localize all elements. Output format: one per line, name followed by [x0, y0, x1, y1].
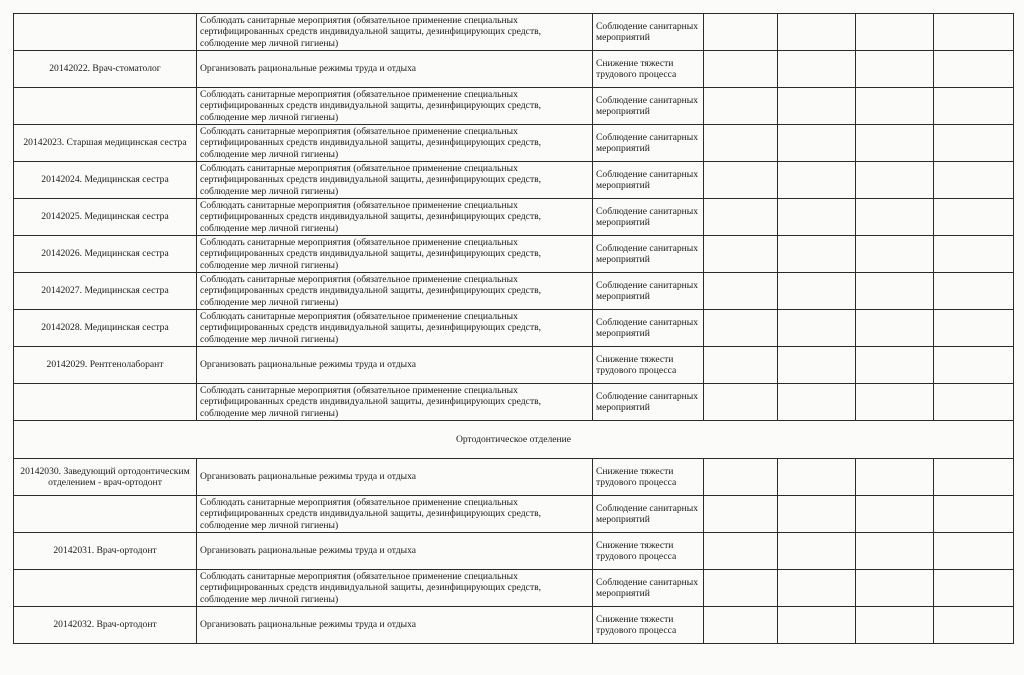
empty-cell	[778, 236, 856, 273]
table-row	[14, 273, 1014, 310]
empty-cell	[704, 310, 778, 347]
goal-cell: Соблюдение санитарных мероприятий	[593, 310, 704, 347]
empty-cell	[934, 607, 1014, 644]
empty-cell	[778, 384, 856, 421]
empty-cell	[856, 347, 934, 384]
empty-cell	[704, 496, 778, 533]
empty-cell	[934, 533, 1014, 570]
empty-cell	[704, 384, 778, 421]
position-cell: 20142025. Медицинская сестра	[14, 199, 197, 236]
empty-cell	[704, 125, 778, 162]
table-row	[14, 459, 1014, 496]
measure-cell: Организовать рациональные режимы труда и отдыха	[197, 51, 593, 88]
empty-cell	[778, 533, 856, 570]
empty-cell	[704, 236, 778, 273]
measure-cell: Соблюдать санитарные мероприятия (обязательное применение специальных сертифицированных средств индивидуальной защиты, дезинфицирующих средств, соблюдение мер личной гигиены)	[197, 384, 593, 421]
empty-cell	[934, 14, 1014, 51]
table-row	[14, 607, 1014, 644]
empty-cell	[856, 162, 934, 199]
position-cell: 20142023. Старшая медицинская сестра	[14, 125, 197, 162]
empty-cell	[704, 607, 778, 644]
measure-cell: Организовать рациональные режимы труда и отдыха	[197, 607, 593, 644]
measure-cell: Соблюдать санитарные мероприятия (обязательное применение специальных сертифицированных средств индивидуальной защиты, дезинфицирующих средств, соблюдение мер личной гигиены)	[197, 273, 593, 310]
table-row	[14, 88, 1014, 125]
empty-cell	[856, 88, 934, 125]
empty-cell	[856, 607, 934, 644]
goal-cell: Соблюдение санитарных мероприятий	[593, 88, 704, 125]
goal-cell: Соблюдение санитарных мероприятий	[593, 199, 704, 236]
empty-cell	[778, 51, 856, 88]
empty-cell	[778, 273, 856, 310]
table-row	[14, 570, 1014, 607]
goal-cell: Соблюдение санитарных мероприятий	[593, 125, 704, 162]
measure-cell: Организовать рациональные режимы труда и отдыха	[197, 459, 593, 496]
position-cell	[14, 384, 197, 421]
table-row	[14, 236, 1014, 273]
empty-cell	[778, 199, 856, 236]
empty-cell	[934, 199, 1014, 236]
measure-cell: Соблюдать санитарные мероприятия (обязательное применение специальных сертифицированных средств индивидуальной защиты, дезинфицирующих средств, соблюдение мер личной гигиены)	[197, 162, 593, 199]
empty-cell	[856, 273, 934, 310]
empty-cell	[704, 533, 778, 570]
position-cell: 20142030. Заведующий ортодонтическим отделением - врач-ортодонт	[14, 459, 197, 496]
table-row	[14, 51, 1014, 88]
goal-cell: Соблюдение санитарных мероприятий	[593, 384, 704, 421]
goal-cell: Соблюдение санитарных мероприятий	[593, 162, 704, 199]
goal-cell: Соблюдение санитарных мероприятий	[593, 14, 704, 51]
measure-cell: Соблюдать санитарные мероприятия (обязательное применение специальных сертифицированных средств индивидуальной защиты, дезинфицирующих средств, соблюдение мер личной гигиены)	[197, 496, 593, 533]
empty-cell	[856, 125, 934, 162]
measure-cell: Соблюдать санитарные мероприятия (обязательное применение специальных сертифицированных средств индивидуальной защиты, дезинфицирующих средств, соблюдение мер личной гигиены)	[197, 199, 593, 236]
empty-cell	[856, 459, 934, 496]
empty-cell	[856, 533, 934, 570]
measure-cell: Соблюдать санитарные мероприятия (обязательное применение специальных сертифицированных средств индивидуальной защиты, дезинфицирующих средств, соблюдение мер личной гигиены)	[197, 570, 593, 607]
table-row	[14, 162, 1014, 199]
empty-cell	[778, 162, 856, 199]
measure-cell: Организовать рациональные режимы труда и отдыха	[197, 533, 593, 570]
empty-cell	[856, 570, 934, 607]
empty-cell	[856, 14, 934, 51]
table-body	[14, 14, 1014, 644]
position-cell	[14, 88, 197, 125]
table-row	[14, 125, 1014, 162]
empty-cell	[856, 310, 934, 347]
measure-cell: Соблюдать санитарные мероприятия (обязательное применение специальных сертифицированных средств индивидуальной защиты, дезинфицирующих средств, соблюдение мер личной гигиены)	[197, 125, 593, 162]
empty-cell	[704, 273, 778, 310]
position-cell: 20142031. Врач-ортодонт	[14, 533, 197, 570]
empty-cell	[934, 88, 1014, 125]
empty-cell	[778, 570, 856, 607]
position-cell: 20142026. Медицинская сестра	[14, 236, 197, 273]
measures-table	[13, 13, 1014, 644]
empty-cell	[934, 236, 1014, 273]
empty-cell	[856, 496, 934, 533]
goal-cell: Снижение тяжести трудового процесса	[593, 51, 704, 88]
empty-cell	[934, 310, 1014, 347]
position-cell: 20142032. Врач-ортодонт	[14, 607, 197, 644]
table-row	[14, 347, 1014, 384]
measure-cell: Организовать рациональные режимы труда и отдыха	[197, 347, 593, 384]
goal-cell: Соблюдение санитарных мероприятий	[593, 273, 704, 310]
position-cell: 20142029. Рентгенолаборант	[14, 347, 197, 384]
measure-cell: Соблюдать санитарные мероприятия (обязательное применение специальных сертифицированных средств индивидуальной защиты, дезинфицирующих средств, соблюдение мер личной гигиены)	[197, 88, 593, 125]
empty-cell	[704, 570, 778, 607]
empty-cell	[778, 310, 856, 347]
table-row	[14, 533, 1014, 570]
empty-cell	[778, 607, 856, 644]
empty-cell	[704, 51, 778, 88]
empty-cell	[778, 88, 856, 125]
position-cell	[14, 14, 197, 51]
goal-cell: Снижение тяжести трудового процесса	[593, 607, 704, 644]
table-row	[14, 384, 1014, 421]
empty-cell	[934, 51, 1014, 88]
empty-cell	[778, 459, 856, 496]
table-row	[14, 310, 1014, 347]
empty-cell	[934, 125, 1014, 162]
empty-cell	[856, 51, 934, 88]
empty-cell	[856, 236, 934, 273]
measure-cell: Соблюдать санитарные мероприятия (обязательное применение специальных сертифицированных средств индивидуальной защиты, дезинфицирующих средств, соблюдение мер личной гигиены)	[197, 310, 593, 347]
empty-cell	[704, 459, 778, 496]
goal-cell: Соблюдение санитарных мероприятий	[593, 496, 704, 533]
empty-cell	[704, 88, 778, 125]
table-row	[14, 199, 1014, 236]
table-row	[14, 496, 1014, 533]
measure-cell: Соблюдать санитарные мероприятия (обязательное применение специальных сертифицированных средств индивидуальной защиты, дезинфицирующих средств, соблюдение мер личной гигиены)	[197, 14, 593, 51]
section-header-row	[14, 421, 1014, 459]
goal-cell: Снижение тяжести трудового процесса	[593, 459, 704, 496]
empty-cell	[934, 273, 1014, 310]
empty-cell	[778, 347, 856, 384]
empty-cell	[934, 384, 1014, 421]
position-cell	[14, 570, 197, 607]
empty-cell	[934, 496, 1014, 533]
empty-cell	[704, 162, 778, 199]
empty-cell	[934, 162, 1014, 199]
position-cell: 20142027. Медицинская сестра	[14, 273, 197, 310]
goal-cell: Соблюдение санитарных мероприятий	[593, 236, 704, 273]
empty-cell	[778, 496, 856, 533]
empty-cell	[704, 199, 778, 236]
goal-cell: Соблюдение санитарных мероприятий	[593, 570, 704, 607]
section-title: Ортодонтическое отделение	[14, 421, 1014, 459]
measure-cell: Соблюдать санитарные мероприятия (обязательное применение специальных сертифицированных средств индивидуальной защиты, дезинфицирующих средств, соблюдение мер личной гигиены)	[197, 236, 593, 273]
empty-cell	[778, 14, 856, 51]
empty-cell	[704, 347, 778, 384]
goal-cell: Снижение тяжести трудового процесса	[593, 533, 704, 570]
position-cell: 20142024. Медицинская сестра	[14, 162, 197, 199]
goal-cell: Снижение тяжести трудового процесса	[593, 347, 704, 384]
empty-cell	[704, 14, 778, 51]
empty-cell	[856, 384, 934, 421]
empty-cell	[778, 125, 856, 162]
position-cell: 20142022. Врач-стоматолог	[14, 51, 197, 88]
position-cell: 20142028. Медицинская сестра	[14, 310, 197, 347]
empty-cell	[934, 570, 1014, 607]
empty-cell	[856, 199, 934, 236]
empty-cell	[934, 459, 1014, 496]
empty-cell	[934, 347, 1014, 384]
position-cell	[14, 496, 197, 533]
table-row	[14, 14, 1014, 51]
